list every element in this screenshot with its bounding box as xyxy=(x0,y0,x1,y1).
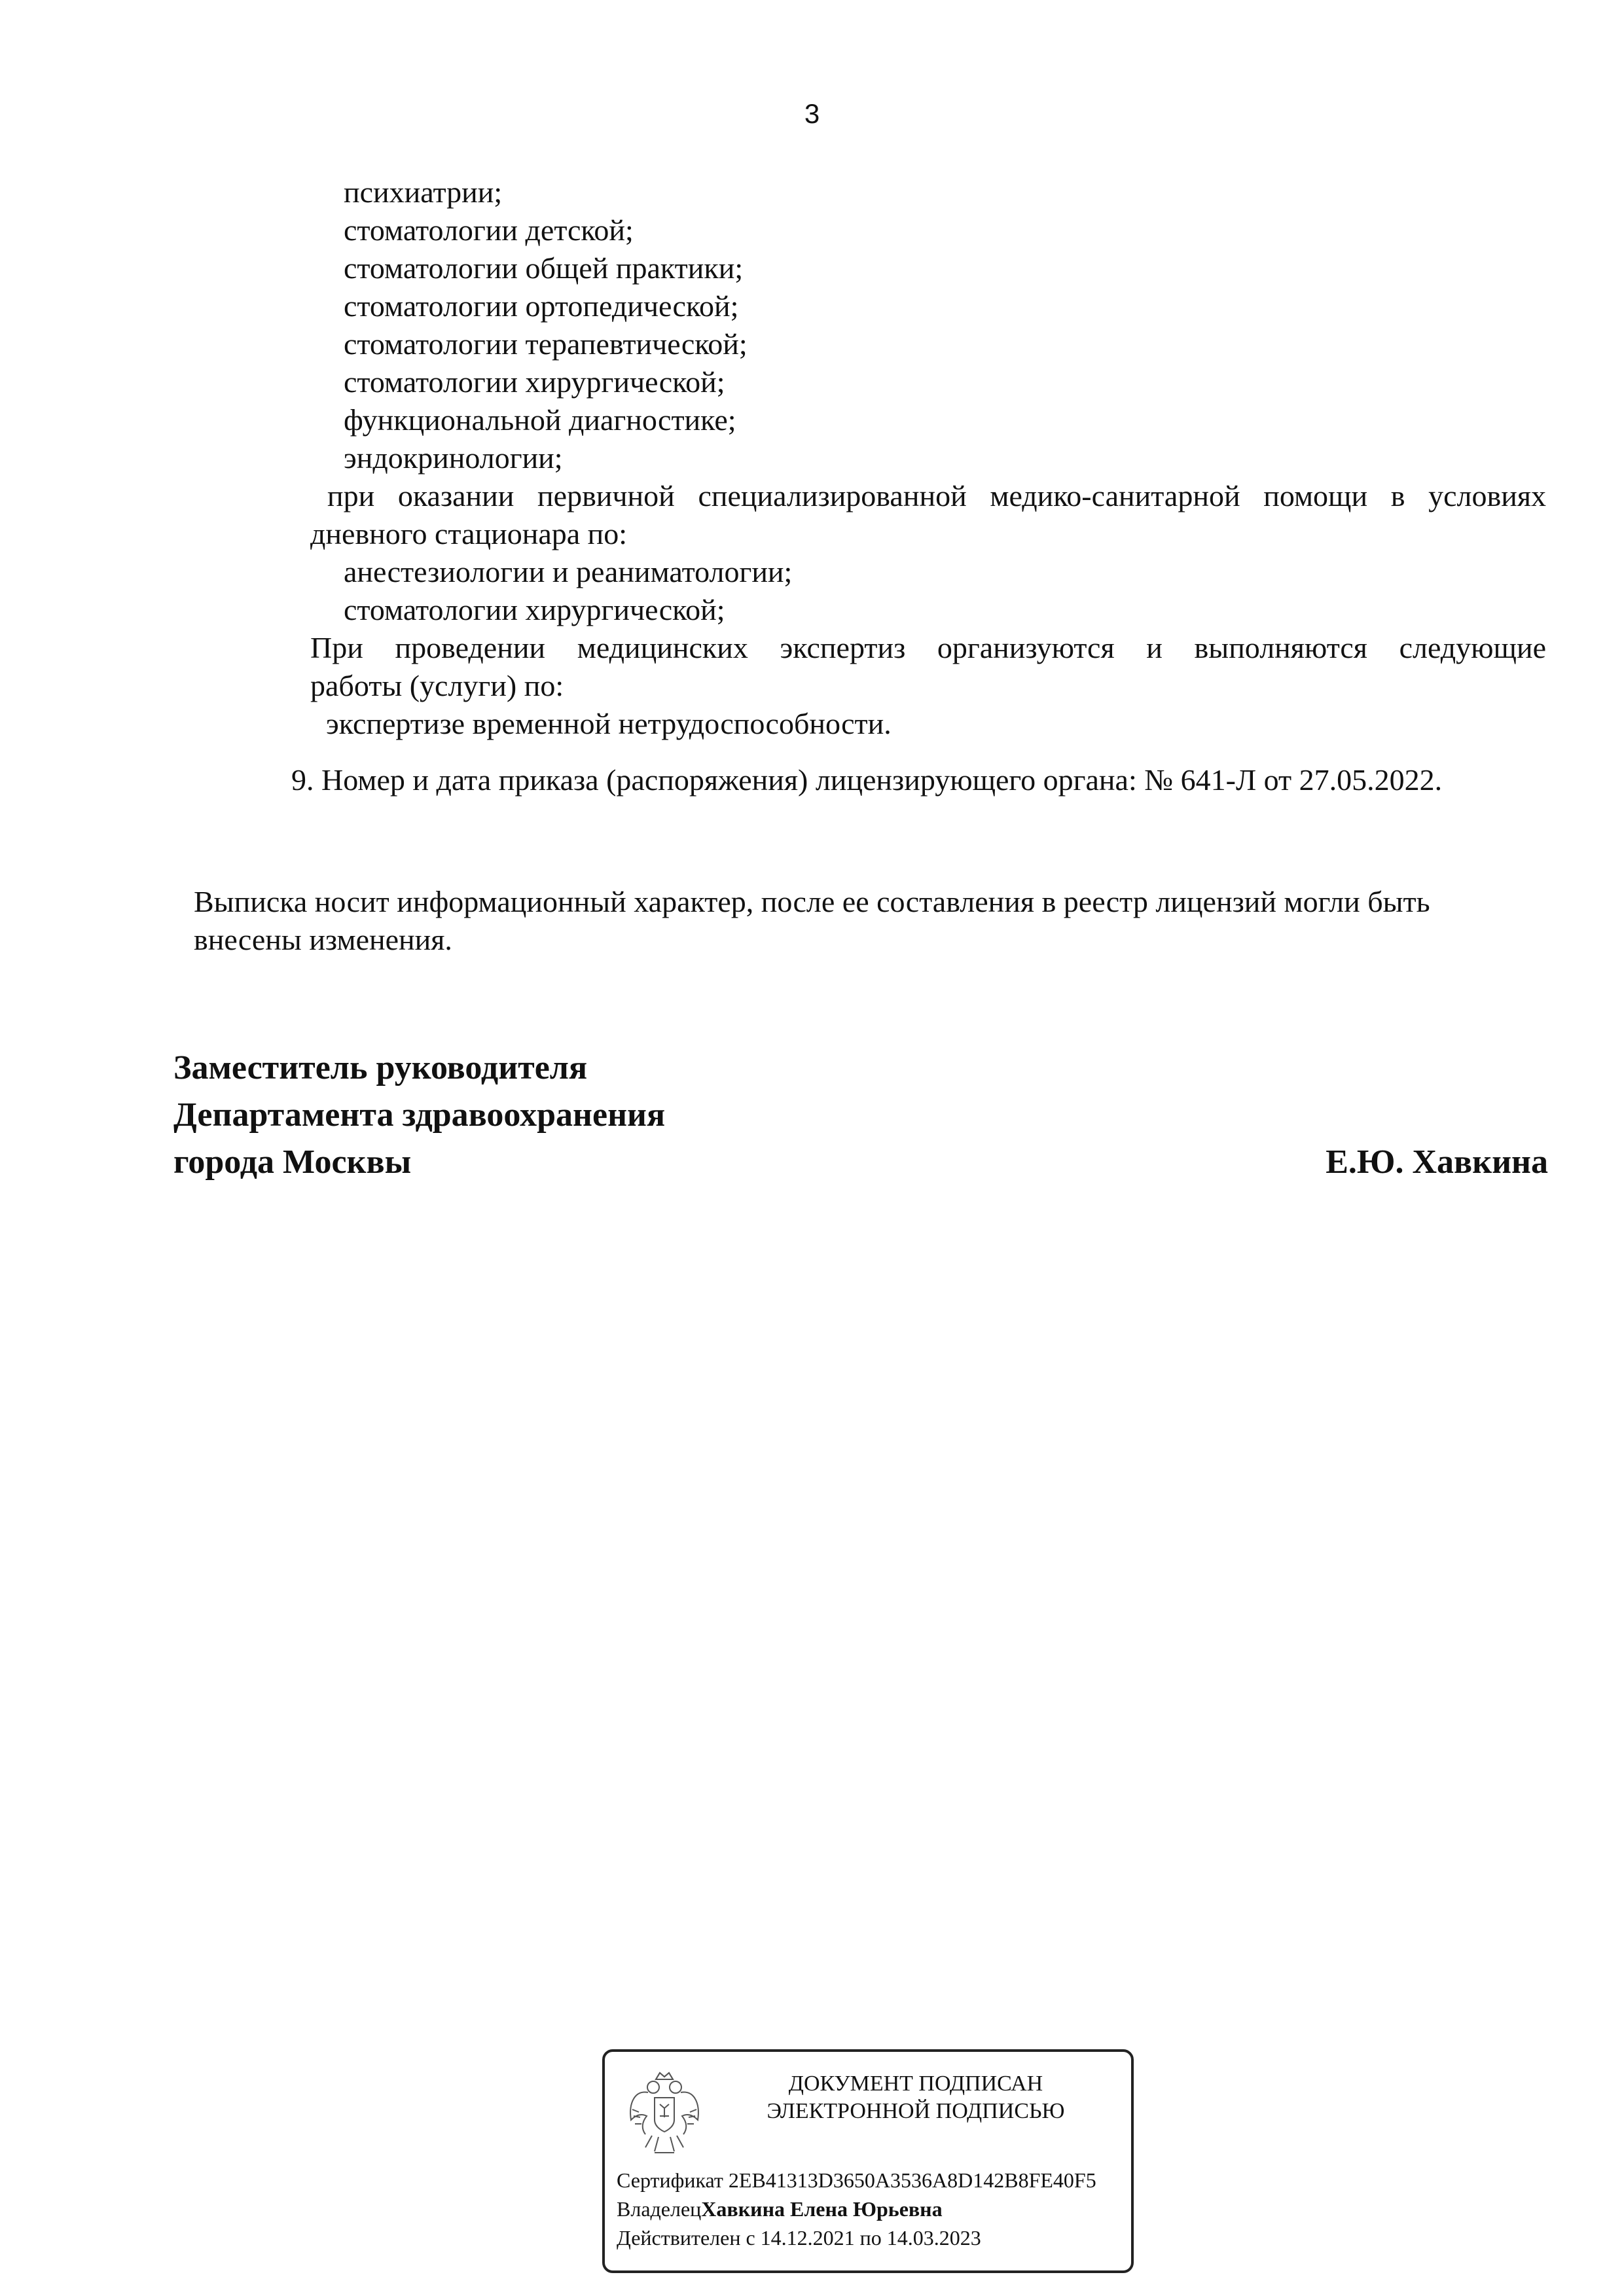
list-item: экспертизе временной нетрудоспособности. xyxy=(326,707,892,740)
day-hospital-intro: при оказании первичной специализированной медико-санитарной помощи в условиях xyxy=(327,479,1546,512)
electronic-signature-stamp xyxy=(602,2049,1134,2273)
stamp-title: ДОКУМЕНТ ПОДПИСАН xyxy=(788,2072,1043,2096)
notice-text: Выписка носит информационный характер, после ее составления в реестр лицензий могли быть xyxy=(194,885,1430,918)
order-line: 9. Номер и дата приказа (распоряжения) лицензирующего органа: № 641-Л от 27.05.2022. xyxy=(291,763,1443,797)
day-hospital-intro-cont: дневного стационара по: xyxy=(310,517,628,550)
list-item: стоматологии ортопедической; xyxy=(344,289,739,323)
list-item: стоматологии хирургической; xyxy=(344,365,725,399)
validity-line: Действителен с 14.12.2021 по 14.03.2023 xyxy=(617,2226,981,2250)
certificate-value: 2EB41313D3650A3536A8D142B8FE40F5 xyxy=(728,2168,1096,2192)
page-number: 3 xyxy=(804,98,820,129)
list-item: эндокринологии; xyxy=(344,441,563,475)
signatory-position: Заместитель руководителя xyxy=(173,1049,588,1086)
owner-value: Хавкина Елена Юрьевна xyxy=(701,2197,943,2221)
notice-text-cont: внесены изменения. xyxy=(194,923,452,956)
signatory-name: Е.Ю. Хавкина xyxy=(1326,1143,1548,1181)
list-item: анестезиологии и реаниматологии; xyxy=(344,555,793,588)
list-item: функциональной диагностике; xyxy=(344,403,736,437)
list-item: стоматологии общей практики; xyxy=(344,251,744,285)
signatory-position-cont: города Москвы xyxy=(173,1143,412,1181)
owner-label: Владелец xyxy=(617,2197,702,2221)
certificate-label: Сертификат xyxy=(617,2168,723,2192)
list-item: психиатрии; xyxy=(344,175,503,209)
certificate-line xyxy=(617,2167,1096,2193)
stamp-title-cont: ЭЛЕКТРОННОЙ ПОДПИСЬЮ xyxy=(767,2099,1065,2123)
owner-line xyxy=(617,2196,943,2222)
list-item: стоматологии терапевтической; xyxy=(344,327,748,361)
list-item: стоматологии хирургической; xyxy=(344,593,725,626)
russian-coat-of-arms-icon xyxy=(622,2064,707,2162)
signatory-position-cont: Департамента здравоохранения xyxy=(173,1096,666,1134)
expertise-intro: При проведении медицинских экспертиз организуются и выполняются следующие xyxy=(310,631,1546,664)
expertise-intro-cont: работы (услуги) по: xyxy=(310,669,564,702)
list-item: стоматологии детской; xyxy=(344,213,634,247)
